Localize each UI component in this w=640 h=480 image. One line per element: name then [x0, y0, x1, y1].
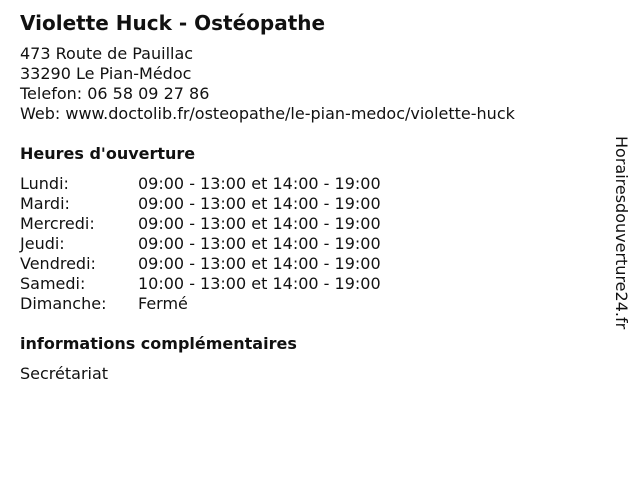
day-label: Mercredi:: [20, 214, 95, 233]
address-line-2: 33290 Le Pian-Médoc: [20, 64, 192, 83]
time-range: 09:00 - 13:00 et 14:00 - 19:00: [138, 214, 381, 233]
hours-row: [20, 294, 381, 314]
opening-hours-heading: Heures d'ouverture: [20, 144, 196, 163]
additional-info-text: Secrétariat: [20, 364, 109, 383]
phone-line: [20, 84, 515, 104]
time-range: 09:00 - 13:00 et 14:00 - 19:00: [138, 254, 381, 273]
address-line-1: 473 Route de Pauillac: [20, 44, 194, 63]
web-line: [20, 104, 515, 124]
web-label: Web:: [20, 104, 61, 123]
day-label: Samedi:: [20, 274, 86, 293]
time-range: 10:00 - 13:00 et 14:00 - 19:00: [138, 274, 381, 293]
hours-row: [20, 274, 381, 294]
time-range: Fermé: [138, 294, 188, 313]
page-title: Violette Huck - Ostéopathe: [20, 11, 326, 35]
phone-number[interactable]: 06 58 09 27 86: [87, 84, 210, 103]
day-label: Jeudi:: [20, 234, 65, 253]
hours-row: [20, 254, 381, 274]
contact-block: [20, 44, 515, 124]
time-range: 09:00 - 13:00 et 14:00 - 19:00: [138, 234, 381, 253]
hours-row: [20, 214, 381, 234]
time-range: 09:00 - 13:00 et 14:00 - 19:00: [138, 174, 381, 193]
day-label: Vendredi:: [20, 254, 96, 273]
web-link[interactable]: www.doctolib.fr/osteopathe/le-pian-medoc/violette-huck: [65, 104, 515, 123]
hours-row: [20, 174, 381, 194]
additional-info-heading: informations complémentaires: [20, 334, 297, 353]
hours-row: [20, 194, 381, 214]
day-label: Dimanche:: [20, 294, 107, 313]
hours-row: [20, 234, 381, 254]
day-label: Lundi:: [20, 174, 69, 193]
phone-label: Telefon:: [20, 84, 83, 103]
day-label: Mardi:: [20, 194, 70, 213]
time-range: 09:00 - 13:00 et 14:00 - 19:00: [138, 194, 381, 213]
opening-hours-table: [20, 174, 381, 314]
site-watermark: Horairesdouverture24.fr: [612, 136, 631, 330]
